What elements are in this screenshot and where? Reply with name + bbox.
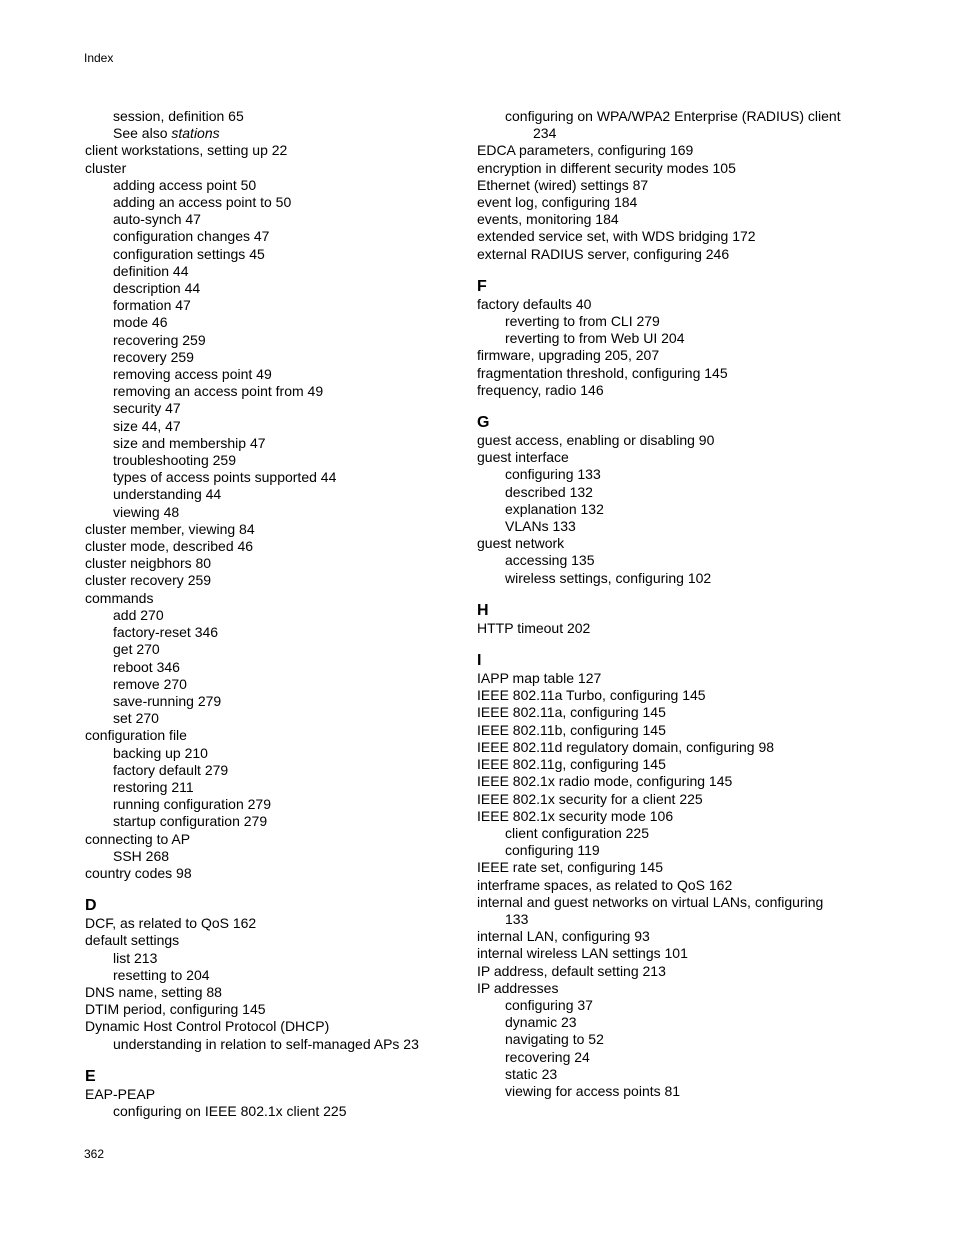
index-entry: Ethernet (wired) settings 87 [477, 176, 649, 193]
index-subentry: security 47 [113, 400, 181, 417]
index-entry: IEEE 802.11b, configuring 145 [477, 721, 666, 738]
index-entry: cluster recovery 259 [85, 572, 212, 589]
index-subentry: adding access point 50 [113, 176, 257, 193]
index-subentry: reboot 346 [113, 658, 180, 675]
index-entry: EAP-PEAP [85, 1085, 156, 1102]
section-letter-e: E [85, 1067, 96, 1085]
index-subentry: auto-synch 47 [113, 211, 201, 228]
index-subentry: viewing 48 [113, 503, 180, 520]
index-subentry: navigating to 52 [505, 1031, 604, 1048]
index-subentry: SSH 268 [113, 847, 170, 864]
index-subentry: recovery 259 [113, 348, 194, 365]
index-subentry: size and membership 47 [113, 434, 266, 451]
index-column-left [85, 108, 455, 1120]
index-subentry: configuring on IEEE 802.1x client 225 [113, 1102, 347, 1119]
index-subentry: save-running 279 [113, 692, 222, 709]
see-also-target: stations [171, 125, 220, 142]
index-entry: interframe spaces, as related to QoS 162 [477, 876, 733, 893]
index-entry: internal and guest networks on virtual LANs, configuring 133 [477, 893, 824, 927]
index-entry: HTTP timeout 202 [477, 619, 591, 636]
index-subentry: recovering 259 [113, 331, 206, 348]
index-subentry: description 44 [113, 280, 201, 297]
index-subentry: configuring 119 [505, 842, 600, 859]
index-entry: IEEE rate set, configuring 145 [477, 859, 663, 876]
index-entry: commands [85, 589, 154, 606]
index-entry: country codes 98 [85, 864, 192, 881]
index-subentry: explanation 132 [505, 500, 604, 517]
running-header: Index [84, 51, 114, 65]
index-subentry: understanding in relation to self-managed APs 23 [113, 1035, 419, 1052]
page-number: 362 [84, 1147, 105, 1161]
index-entry: cluster mode, described 46 [85, 538, 254, 555]
index-entry: cluster neigbhors 80 [85, 555, 212, 572]
index-entry: guest access, enabling or disabling 90 [477, 432, 715, 449]
index-subentry: understanding 44 [113, 486, 222, 503]
section-letter-h: H [477, 601, 489, 619]
index-entry: cluster [85, 159, 127, 176]
index-subentry: viewing for access points 81 [505, 1082, 681, 1099]
section-letter-f: F [477, 277, 487, 295]
index-subentry: restoring 211 [113, 778, 194, 795]
index-entry: DTIM period, configuring 145 [85, 1001, 266, 1018]
index-entry: IEEE 802.1x security for a client 225 [477, 790, 703, 807]
index-entry: factory defaults 40 [477, 295, 592, 312]
index-entry: client workstations, setting up 22 [85, 142, 288, 159]
index-subentry: VLANs 133 [505, 518, 576, 535]
index-subentry: troubleshooting 259 [113, 452, 236, 469]
index-subentry: removing an access point from 49 [113, 383, 324, 400]
section-letter-i: I [477, 652, 482, 670]
index-entry: frequency, radio 146 [477, 381, 604, 398]
index-entry: configuration file [85, 727, 187, 744]
index-entry: IAPP map table 127 [477, 670, 602, 687]
index-subentry: mode 46 [113, 314, 168, 331]
index-subentry: described 132 [505, 483, 593, 500]
index-subentry: resetting to 204 [113, 966, 210, 983]
index-subentry: types of access points supported 44 [113, 469, 337, 486]
index-entry: fragmentation threshold, configuring 145 [477, 364, 728, 381]
index-entry: extended service set, with WDS bridging 172 [477, 228, 756, 245]
index-subentry: backing up 210 [113, 744, 208, 761]
index-subentry: static 23 [505, 1065, 558, 1082]
index-entry: internal wireless LAN settings 101 [477, 945, 688, 962]
index-entry: Dynamic Host Control Protocol (DHCP) [85, 1018, 330, 1035]
index-entry: internal LAN, configuring 93 [477, 928, 650, 945]
index-subentry: list 213 [113, 949, 158, 966]
index-subentry: session, definition 65 [113, 108, 244, 124]
index-subentry: reverting to from Web UI 204 [505, 330, 685, 347]
index-subentry: configuring on WPA/WPA2 Enterprise (RADIUS) client 234 [505, 108, 841, 142]
index-column-right [477, 108, 849, 1100]
index-subentry: removing access point 49 [113, 366, 272, 383]
index-entry: events, monitoring 184 [477, 211, 619, 228]
index-entry: IEEE 802.1x security mode 106 [477, 807, 674, 824]
index-subentry: factory-reset 346 [113, 624, 219, 641]
index-entry: IEEE 802.11a, configuring 145 [477, 704, 666, 721]
index-subentry: recovering 24 [505, 1048, 590, 1065]
index-entry: guest interface [477, 449, 569, 466]
index-subentry: running configuration 279 [113, 796, 272, 813]
index-see-also [85, 125, 455, 142]
index-entry: event log, configuring 184 [477, 194, 638, 211]
index-subentry: set 270 [113, 710, 159, 727]
index-subentry: configuring 37 [505, 996, 593, 1013]
index-subentry: configuration settings 45 [113, 245, 265, 262]
index-entry: IEEE 802.1x radio mode, configuring 145 [477, 773, 733, 790]
index-entry: IEEE 802.11g, configuring 145 [477, 756, 666, 773]
index-entry: connecting to AP [85, 830, 191, 847]
index-subentry: configuring 133 [505, 466, 601, 483]
index-entry: DNS name, setting 88 [85, 983, 222, 1000]
index-entry: DCF, as related to QoS 162 [85, 915, 257, 932]
index-subentry: get 270 [113, 641, 160, 658]
index-entry: firmware, upgrading 205, 207 [477, 347, 660, 364]
index-subentry: remove 270 [113, 675, 187, 692]
index-entry: encryption in different security modes 105 [477, 159, 736, 176]
index-entry: IEEE 802.11d regulatory domain, configuring 98 [477, 738, 775, 755]
index-subentry: size 44, 47 [113, 417, 181, 434]
index-entry: external RADIUS server, configuring 246 [477, 245, 730, 262]
index-subentry: adding an access point to 50 [113, 194, 292, 211]
see-also-prefix: See also [113, 125, 172, 142]
index-entry: IEEE 802.11a Turbo, configuring 145 [477, 687, 706, 704]
index-subentry: add 270 [113, 606, 164, 623]
index-subentry: wireless settings, configuring 102 [505, 569, 712, 586]
index-entry: default settings [85, 932, 180, 949]
index-subentry: reverting to from CLI 279 [505, 313, 660, 330]
index-subentry: accessing 135 [505, 552, 595, 569]
index-entry: EDCA parameters, configuring 169 [477, 142, 694, 159]
index-subentry: configuration changes 47 [113, 228, 270, 245]
index-subentry: definition 44 [113, 262, 189, 279]
index-subentry: formation 47 [113, 297, 191, 314]
index-subentry: client configuration 225 [505, 824, 649, 841]
index-entry: IP address, default setting 213 [477, 962, 666, 979]
section-letter-g: G [477, 414, 490, 432]
index-subentry: dynamic 23 [505, 1014, 577, 1031]
index-entry: guest network [477, 535, 565, 552]
section-letter-d: D [85, 897, 97, 915]
index-subentry: startup configuration 279 [113, 813, 268, 830]
index-entry: IP addresses [477, 979, 559, 996]
index-subentry: factory default 279 [113, 761, 229, 778]
index-entry: cluster member, viewing 84 [85, 520, 255, 537]
